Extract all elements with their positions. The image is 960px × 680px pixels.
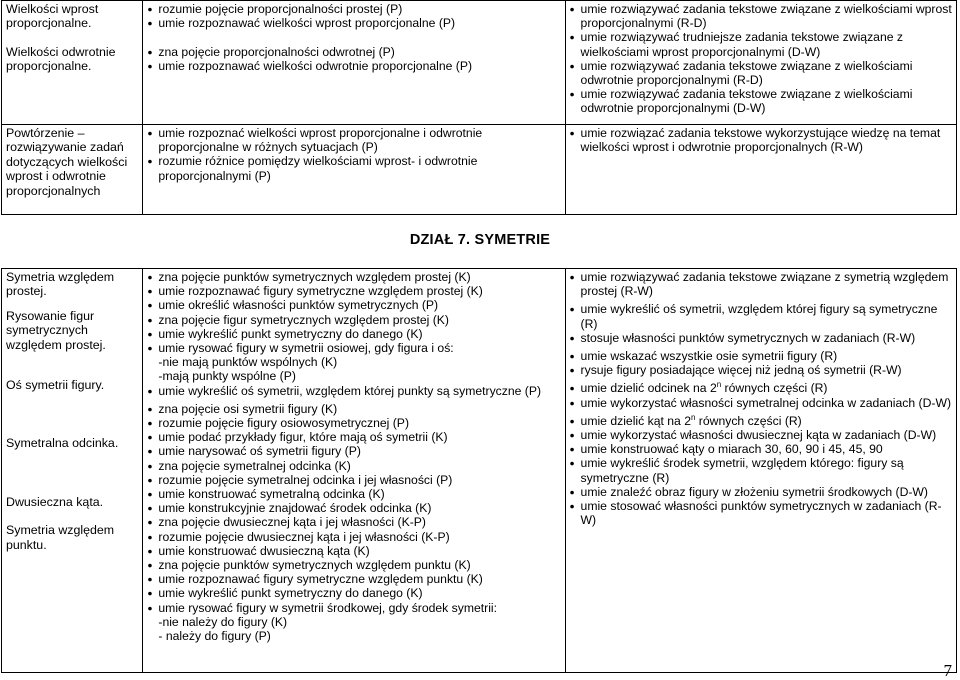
bottom-table [1,268,957,673]
list-item [147,384,561,398]
item-text-tail: równych części (R) [695,413,802,428]
item-text: zna pojęcie figur symetrycznych względem prostej (K) [158,312,449,327]
list-item [570,302,953,330]
topics-cell [2,125,143,215]
item-text: umie dzielić kąt na 2 [580,413,691,428]
item-text: umie wykreślić punkt symetryczny do danego (K) [158,326,423,341]
item-text: - należy do figury (P) [158,629,271,644]
item-text: -nie mają punktów wspólnych (K) [158,355,338,370]
list-item [147,473,561,487]
list-item [147,544,561,558]
list-item [570,414,953,428]
list-item [147,45,561,59]
list-item [570,363,953,377]
list-item [147,298,561,312]
item-text: umie konstrukcyjnie znajdować środek odcinka (K) [158,501,432,516]
list-item [570,331,953,345]
item-text: umie rysować figury w symetrii środkowej, gdy środek symetrii: [158,600,498,615]
item-text: umie rozwiązywać zadania tekstowe związane z wielkościami odwrotnie proporcjonalnymi (R-D) [580,58,913,88]
list-item [147,444,561,458]
item-text: rozumie pojęcie dwusiecznej kąta i jej własności (K-P) [158,529,450,544]
list-item [147,270,561,284]
advanced-requirements-cell [565,1,956,125]
list-item [147,16,561,30]
basic-requirements-cell [143,125,565,215]
list-item [147,355,561,369]
list-item [147,416,561,430]
list-item [147,313,561,327]
list-item [147,30,561,44]
list-item [570,485,953,499]
item-text: umie wykorzystać własności symetralnej odcinka w zadaniach (D-W) [580,395,952,410]
list-item [147,459,561,473]
table-row [2,125,957,215]
item-text: zna pojęcie proporcjonalności odwrotnej (P) [158,44,395,59]
list-item [570,270,953,298]
item-text: umie rozpoznać wielkości wprost proporcjonalne i odwrotnie proporcjonalne w różnych sytuacjach (P) [158,126,483,155]
item-text: umie rozpoznawać figury symetryczne względem prostej (K) [158,284,483,299]
list-item [147,430,561,444]
item-text: umie narysować oś symetrii figury (P) [158,444,361,459]
list-item [147,284,561,298]
list-item [147,629,561,643]
list-item [147,501,561,515]
item-text: umie rozwiązywać zadania tekstowe związane z wielkościami wprost proporcjonalnymi (R-D) [580,2,952,31]
list-item [147,2,561,16]
advanced-list [570,270,953,527]
list-item [570,87,953,115]
topic-title: Symetria względem prostej. [6,270,115,299]
item-text: umie podać przykłady figur, które mają oś symetrii (K) [158,430,448,445]
page-number: 7 [943,660,952,680]
topic-title: Rysowanie figur symetrycznych względem prostej. [6,308,106,352]
item-text: zna pojęcie symetralnej odcinka (K) [158,458,351,473]
list-item [147,126,561,154]
list-item [570,442,953,456]
list-item [147,341,561,355]
topic-title: Dwusieczna kąta. [6,494,104,509]
item-text: umie dzielić odcinek na 2 [580,381,717,396]
topics-cell [2,1,143,125]
item-text: umie rozwiązać zadania tekstowe wykorzystujące wiedzę na temat wielkości wprost i odwrotnie proporcjonalnych (R-W) [580,126,941,155]
topic-title: Symetralna odcinka. [6,436,119,451]
item-text: umie stosować własności punktów symetrycznych w zadaniach (R-W) [580,499,942,528]
topic-title: Symetria względem punktu. [6,523,115,552]
item-text: umie rysować figury w symetrii osiowej, gdy figura i oś: [158,341,454,356]
list-item [570,381,953,395]
item-text: -nie należy do figury (K) [158,614,288,629]
item-text: umie konstruować symetralną odcinka (K) [158,487,385,502]
topic-title: Wielkości odwrotnie proporcjonalne. [6,44,116,74]
item-text: umie znaleźć obraz figury w złożeniu symetrii środkowych (D-W) [580,484,928,499]
list-item [147,59,561,73]
item-text: zna pojęcie punktów symetrycznych względem punktu (K) [158,558,471,573]
item-text: rozumie pojęcie figury osiowosymetrycznej (P) [158,416,409,431]
topic-title: Powtórzenie – rozwiązywanie zadań dotyczących wielkości wprost i odwrotnie proporcjonalnych [6,126,128,198]
item-text: zna pojęcie osi symetrii figury (K) [158,401,338,416]
table-row [2,1,957,125]
item-text: umie wykreślić oś symetrii, względem której punkty są symetryczne (P) [158,383,542,398]
list-item [147,154,561,182]
item-text: umie wykreślić punkt symetryczny do danego (K) [158,586,423,601]
list-item [570,499,953,527]
item-text: rozumie pojęcie proporcjonalności prostej (P) [158,2,403,16]
item-text: rozumie różnice pomiędzy wielkościami wprost- i odwrotnie proporcjonalnymi (P) [158,154,478,183]
topic-title: Oś symetrii figury. [6,378,105,393]
section-heading: DZIAŁ 7. SYMETRIE [409,232,551,248]
list-item [147,487,561,501]
list-item [147,586,561,600]
list-item [147,615,561,629]
list-item [147,558,561,572]
item-text: umie określić własności punktów symetrycznych (P) [158,298,439,313]
list-item [570,456,953,484]
topic-title: Wielkości wprost proporcjonalne. [6,2,99,31]
item-text: umie rozpoznawać figury symetryczne względem punktu (K) [158,572,483,587]
item-text: umie konstruować kąty o miarach 30, 60, 90 i 45, 45, 90 [580,442,883,457]
basic-list [147,126,561,183]
item-text-tail: równych części (R) [721,381,828,396]
list-item [147,515,561,529]
top-table-body [2,1,957,215]
list-item [147,601,561,615]
item-text: umie wykreślić oś symetrii, względem której figury są symetryczne (R) [580,302,938,331]
superscript: n [716,380,722,390]
item-text: umie rozwiązywać zadania tekstowe związane z symetrią względem prostej (R-W) [580,270,949,299]
advanced-list [570,2,953,116]
basic-requirements-cell [143,269,565,673]
item-text: zna pojęcie punktów symetrycznych względem prostej (K) [158,270,471,284]
item-text: umie rozpoznawać wielkości odwrotnie proporcjonalne (P) [158,58,473,73]
list-item [570,396,953,410]
table-row [2,269,957,673]
advanced-requirements-cell [565,269,956,673]
item-text: umie rozpoznawać wielkości wprost proporcjonalne (P) [158,16,456,31]
list-item [570,59,953,87]
list-item [570,126,953,154]
item-text: umie rozwiązywać zadania tekstowe związane z wielkościami odwrotnie proporcjonalnymi (D-W) [580,87,913,116]
list-item [147,572,561,586]
advanced-list [570,126,953,154]
item-text: umie wskazać wszystkie osie symetrii figury (R) [580,349,838,364]
superscript: n [690,412,696,422]
list-item [147,530,561,544]
top-table [1,0,957,215]
list-item [570,428,953,442]
list-item [147,369,561,383]
item-text: rozumie pojęcie symetralnej odcinka i jej własności (P) [158,472,453,487]
item-text: zna pojęcie dwusiecznej kąta i jej własności (K-P) [158,515,426,530]
item-text: umie konstruować dwusieczną kąta (K) [158,543,370,558]
basic-list [147,270,561,643]
list-item [570,30,953,58]
item-text: stosuje własności punktów symetrycznych w zadaniach (R-W) [580,330,916,345]
item-text: umie wykorzystać własności dwusiecznej kąta w zadaniach (D-W) [580,428,937,443]
list-item [570,349,953,363]
item-text: rysuje figury posiadające więcej niż jedną oś symetrii (R-W) [580,363,902,378]
list-item [570,2,953,30]
list-item [147,327,561,341]
item-text: -mają punkty wspólne (P) [158,369,296,384]
item-text: umie rozwiązywać trudniejsze zadania tekstowe związane z wielkościami wprost proporcjonalnymi (D-W) [580,30,903,59]
topics-cell [2,269,143,673]
item-text: umie wykreślić środek symetrii, względem którego: figury są symetryczne (R) [580,456,904,485]
basic-requirements-cell [143,1,565,125]
list-item [147,402,561,416]
basic-list [147,2,561,73]
advanced-requirements-cell [565,125,956,215]
